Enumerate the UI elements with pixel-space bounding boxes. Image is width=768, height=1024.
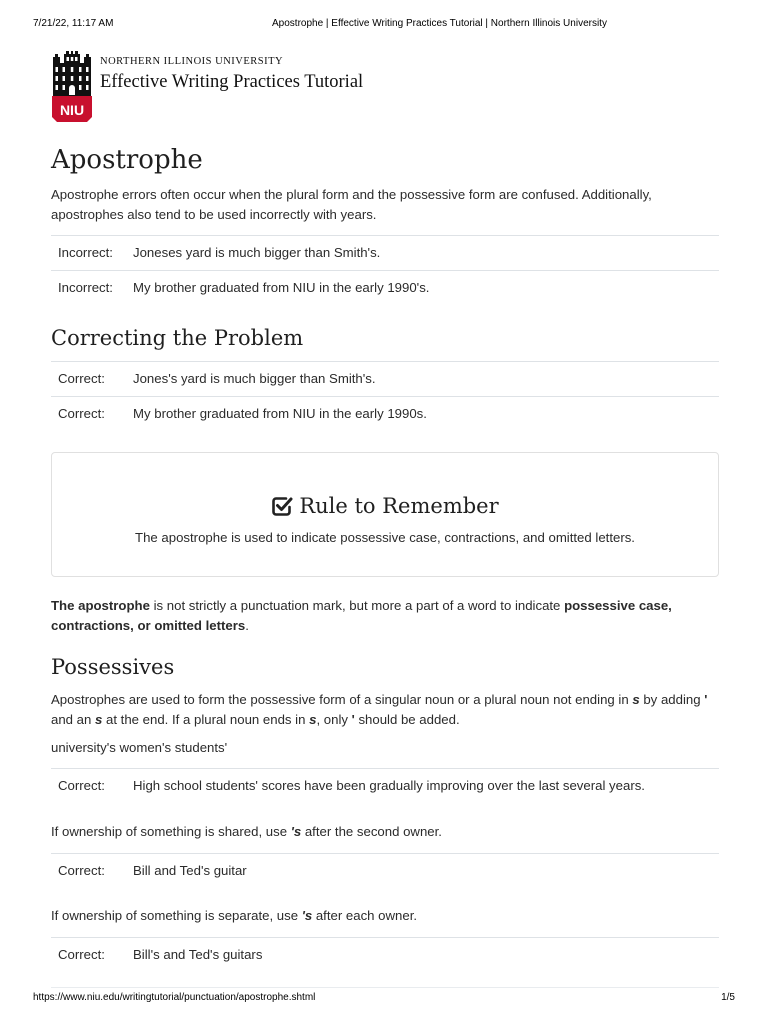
print-page-title: Apostrophe | Effective Writing Practices Tutorial | Northern Illinois University bbox=[272, 18, 607, 29]
correct-examples-table bbox=[51, 361, 719, 431]
shared-examples-table bbox=[51, 853, 719, 888]
emphasis-s: s bbox=[632, 692, 640, 707]
table-row bbox=[51, 853, 719, 888]
print-page-number: 1/5 bbox=[721, 992, 735, 1003]
example-text: Jones's yard is much bigger than Smith's. bbox=[133, 371, 376, 386]
text-run: after the second owner. bbox=[301, 824, 442, 839]
text-run: by adding bbox=[639, 692, 705, 707]
example-text: Bill's and Ted's guitars bbox=[133, 947, 263, 962]
text-run: after each owner. bbox=[312, 908, 418, 923]
emphasis-s: s bbox=[309, 711, 317, 727]
example-label: Incorrect: bbox=[58, 280, 113, 295]
possessives-paragraph bbox=[51, 690, 719, 729]
niu-logo-graphic bbox=[52, 50, 92, 122]
page-title: Apostrophe bbox=[51, 145, 203, 175]
table-row bbox=[51, 270, 719, 305]
rule-text: The apostrophe is used to indicate possessive case, contractions, and omitted letters. bbox=[135, 530, 635, 545]
print-footer-url: https://www.niu.edu/writingtutorial/punctuation/apostrophe.shtml bbox=[33, 992, 316, 1003]
text-run: If ownership of something is shared, use bbox=[51, 824, 291, 839]
note-bold-term: The apostrophe bbox=[51, 598, 150, 613]
check-square-icon bbox=[271, 495, 293, 517]
table-row bbox=[51, 396, 719, 431]
separate-examples-table bbox=[51, 937, 719, 972]
text-run: , only bbox=[316, 711, 352, 727]
incorrect-examples-table bbox=[51, 235, 719, 305]
example-text: Bill and Ted's guitar bbox=[133, 863, 247, 878]
separate-ownership-paragraph bbox=[51, 906, 719, 926]
emphasis-apostrophe-s: 's bbox=[301, 908, 313, 923]
possessive-examples-table bbox=[51, 768, 719, 803]
table-row bbox=[51, 235, 719, 270]
emphasis-apostrophe-s: 's bbox=[290, 824, 302, 839]
note-bold-uses: possessive case, contractions, or omitted letters bbox=[51, 598, 672, 633]
emphasis-apostrophe: ' bbox=[351, 711, 355, 727]
emphasis-s: s bbox=[95, 711, 103, 727]
emphasis-apostrophe: ' bbox=[704, 692, 708, 707]
example-text: High school students' scores have been gradually improving over the last several years. bbox=[133, 778, 645, 793]
possessive-forms-example: university's women's students' bbox=[51, 740, 228, 755]
text-run: and an bbox=[51, 711, 95, 727]
text-run: Apostrophes are used to form the possessive form of a singular noun or a plural noun not ending in bbox=[51, 692, 633, 707]
apostrophe-note-paragraph bbox=[51, 596, 719, 635]
example-text: My brother graduated from NIU in the early 1990s. bbox=[133, 406, 427, 421]
text-run: should be added. bbox=[354, 711, 460, 727]
site-title-link[interactable]: Effective Writing Practices Tutorial bbox=[100, 72, 364, 92]
text-run: at the end. If a plural noun ends in bbox=[102, 711, 310, 727]
rule-to-remember-box bbox=[51, 452, 719, 577]
table-border bbox=[51, 987, 719, 988]
print-datetime: 7/21/22, 11:17 AM bbox=[33, 18, 114, 29]
text-run: If ownership of something is separate, use bbox=[51, 908, 302, 923]
table-row bbox=[51, 937, 719, 972]
university-name: NORTHERN ILLINOIS UNIVERSITY bbox=[100, 56, 284, 67]
example-text: Joneses yard is much bigger than Smith's. bbox=[133, 245, 381, 260]
niu-logo[interactable] bbox=[52, 50, 92, 122]
table-row bbox=[51, 768, 719, 803]
note-end: . bbox=[245, 617, 249, 633]
rule-heading bbox=[52, 493, 718, 519]
table-row bbox=[51, 361, 719, 396]
example-label: Incorrect: bbox=[58, 245, 113, 260]
example-label: Correct: bbox=[58, 947, 105, 962]
section-heading-correcting: Correcting the Problem bbox=[51, 326, 304, 350]
note-text: is not strictly a punctuation mark, but more a part of a word to indicate bbox=[149, 598, 565, 613]
logo-text: NIU bbox=[59, 102, 85, 118]
intro-paragraph: Apostrophe errors often occur when the plural form and the possessive form are confused. Additionally, apostrophes also tend to be used incorrectly with years. bbox=[51, 187, 652, 222]
rule-title: Rule to Remember bbox=[299, 494, 499, 518]
shared-ownership-paragraph bbox=[51, 822, 719, 842]
example-text: My brother graduated from NIU in the early 1990's. bbox=[133, 280, 430, 295]
section-heading-possessives: Possessives bbox=[51, 655, 175, 679]
example-label: Correct: bbox=[58, 863, 105, 878]
example-label: Correct: bbox=[58, 371, 105, 386]
example-label: Correct: bbox=[58, 406, 105, 421]
example-label: Correct: bbox=[58, 778, 105, 793]
